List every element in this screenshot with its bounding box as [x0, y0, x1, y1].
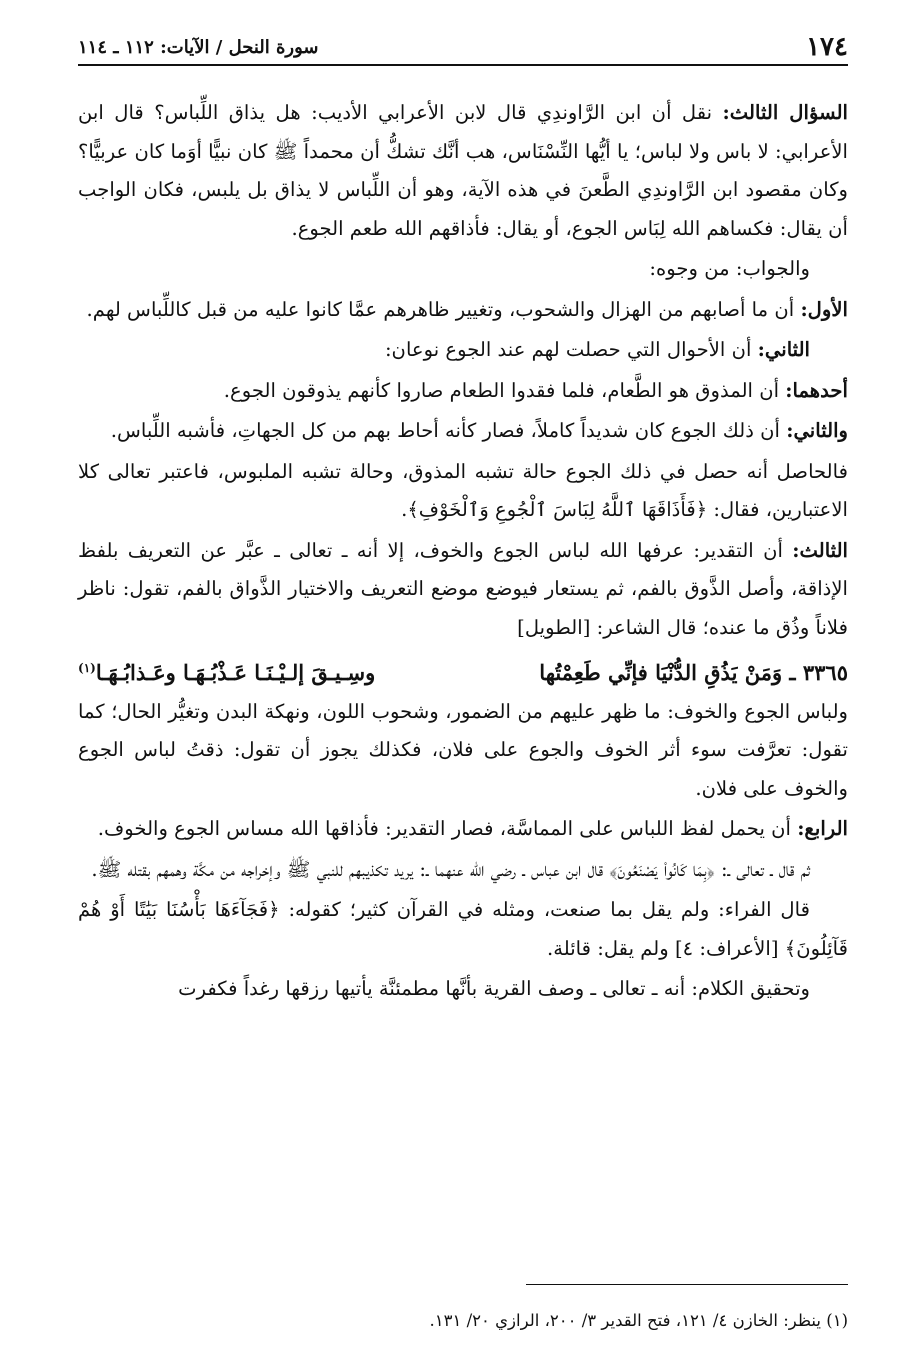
sura-title: سورة النحل / الآيات: ١١٢ ـ ١١٤	[78, 36, 319, 58]
poem-number: ٣٣٦٥	[802, 660, 848, 685]
paragraph-text: فالحاصل أنه حصل في ذلك الجوع حالة تشبه المذوق، وحالة تشبه الملبوس، فاعتبر تعالى كلا الاعتبارين، فقال: ﴿فَأَذَاقَهَا ٱللَّهُ لِبَاسَ ٱلْجُوعِ وَٱلْخَوْفِ﴾.	[78, 459, 848, 521]
book-page	[78, 30, 848, 1350]
paragraph-text: أن ما أصابهم من الهزال والشحوب، وتغيير ظاهرهم عمَّا كانوا عليه من قبل كاللِّباس لهم.	[86, 297, 801, 321]
paragraph	[78, 851, 848, 890]
footnote: (١) ينظر: الخازن ٤/ ١٢١، فتح القدير ٣/ ٢٠٠، الرازي ٢٠/ ١٣١.	[429, 1311, 848, 1330]
poem-left-hemistich	[78, 649, 375, 693]
poem-verse	[78, 649, 848, 693]
paragraph-label: الرابع:	[797, 817, 848, 840]
footnote-separator	[526, 1284, 848, 1285]
poem-right-text: ـ وَمَنْ يَذُقِ الدُّنْيَا فإنِّي طَعِمْتُها	[539, 660, 796, 685]
paragraph-label: الثالث:	[792, 538, 848, 562]
paragraph-text: ثم قال ـ تعالى ـ: ﴿بِمَا كَانُوا۟ يَصْنَعُونَ﴾ قال ابن عباس ـ رضي الله عنهما ـ: يريد تكذيبهم للنبي ﷺ وإخراجه من مكَّة وهمهم بقتله ﷺ.	[91, 857, 810, 881]
paragraph-label: والثاني:	[786, 419, 848, 442]
paragraph-text: والجواب: من وجوه:	[649, 257, 810, 280]
page-header	[78, 30, 848, 66]
paragraph	[78, 532, 848, 648]
paragraph-text: قال الفراء: ولم يقل بما صنعت، ومثله في القرآن كثير؛ كقوله: ﴿فَجَآءَهَا بَأْسُنَا بَيَٰتًا أَوْ هُمْ قَآئِلُونَ﴾ [الأعراف: ٤] ولم يقل: قائلة.	[78, 898, 848, 960]
paragraph	[78, 453, 848, 530]
paragraph	[78, 250, 848, 289]
paragraph	[78, 291, 848, 330]
poem-right-hemistich	[539, 654, 848, 693]
paragraph	[78, 891, 848, 968]
paragraph-text: أن التقدير: عرفها الله لباس الجوع والخوف، إلا أنه ـ تعالى ـ عبَّر عن التعريف بلفظ الإذاقة، وأصل الذَّوق بالفم، ثم يستعار فيوضع موضع التعريف والاختيار الذَّواق بالفم، تقول: ناظر فلاناً وذُق ما عنده؛ قال الشاعر: [الطويل]	[78, 538, 848, 639]
paragraph	[78, 970, 848, 1009]
paragraph-text: وتحقيق الكلام: أنه ـ تعالى ـ وصف القرية بأنَّها مطمئنَّة يأتيها رزقها رغداً فكفرت	[178, 977, 810, 1000]
paragraph	[78, 693, 848, 809]
paragraph-label: السؤال الثالث:	[722, 101, 848, 124]
paragraph-text: أن المذوق هو الطَّعام، فلما فقدوا الطعام صاروا كأنهم يذوقون الجوع.	[223, 378, 786, 402]
page-number: ١٧٤	[806, 32, 848, 62]
paragraph-text: أن يحمل لفظ اللباس على المماسَّة، فصار التقدير: فأذاقها الله مساس الجوع والخوف.	[97, 817, 798, 840]
poem-left-text: وسِـيـقَ إلـيْـنَـا عَـذْبُـهَـا وعَـذابُـهَـا	[95, 660, 376, 685]
paragraph-label: الأول:	[800, 297, 848, 321]
paragraph	[78, 412, 848, 451]
paragraph	[78, 372, 848, 411]
paragraph	[78, 810, 848, 849]
paragraph-text: أن ذلك الجوع كان شديداً كاملاً، فصار كأنه أحاط بهم من كل الجهاتِ، فأشبه اللِّباس.	[110, 419, 787, 442]
footnote-ref: (١)	[78, 661, 96, 675]
paragraph-text: أن الأحوال التي حصلت لهم عند الجوع نوعان:	[384, 338, 758, 361]
page-body	[78, 94, 848, 1011]
paragraph-label: أحدهما:	[785, 378, 848, 402]
paragraph-text: نقل أن ابن الرَّاوندِي قال لابن الأعرابي الأديب: هل يذاق اللِّباس؟ قال ابن الأعرابي: لا باس ولا لباس؛ يا أيُّها النِّسْنَاس، هب أنَّك تشكُّ أن محمداً ﷺ كان نبيًّا أوَما كان عربيًّا؟ وكان مقصود ابن الرَّاوندِي الطَّعنَ في هذه الآية، وهو أن اللِّباس لا يذاق بل يلبس، فكان الواجب أن يقال: فكساهم الله لِبَاس الجوع، أو يقال: فأذاقهم الله طعم الجوع.	[78, 101, 848, 240]
paragraph-text: ولباس الجوع والخوف: ما ظهر عليهم من الضمور، وشحوب اللون، ونهكة البدن وتغيُّر الحال؛ كما تقول: تعرَّفت سوء أثر الخوف والجوع على فلان، فكذلك يجوز أن تقول: ذقتُ لباس الجوع والخوف على فلان.	[78, 699, 848, 800]
paragraph-label: الثاني:	[757, 338, 810, 361]
paragraph	[78, 331, 848, 370]
paragraph	[78, 94, 848, 248]
